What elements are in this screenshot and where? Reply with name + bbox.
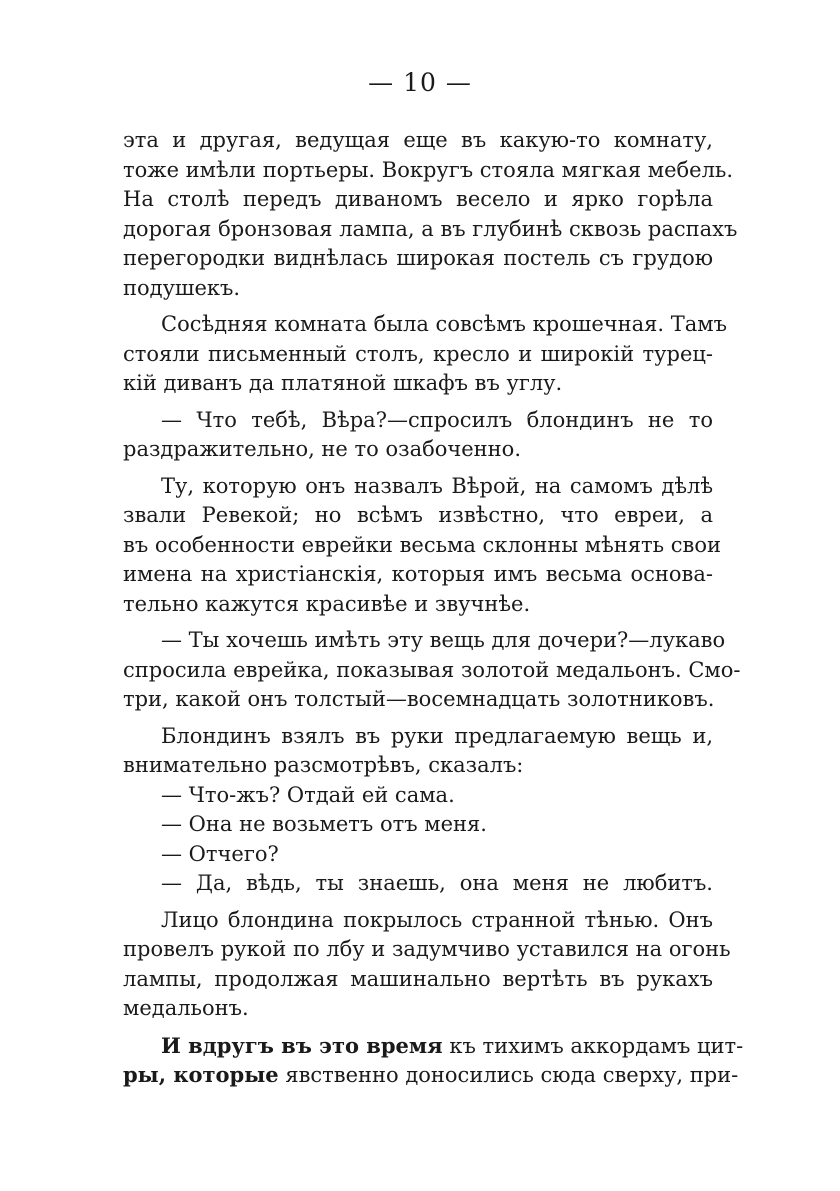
paragraph-gap <box>123 1024 713 1031</box>
text-line: въ особенности еврейки весьма склонны мѣнять свои <box>123 532 721 557</box>
bold-run: ры, которые <box>123 1062 279 1087</box>
paragraph-gap <box>123 619 713 626</box>
bold-run: И вдругъ въ это время <box>161 1032 443 1058</box>
text-line: Сосѣдняя комната была совсѣмъ крошечная. Тамъ <box>161 312 727 336</box>
text-line: Ту, которую онъ назвалъ Вѣрой, на самомъ дѣлѣ <box>161 473 713 498</box>
paragraph-gap <box>123 303 713 310</box>
text-line: Лицо блондина покрылось странной тѣнью. Онъ <box>161 907 713 932</box>
paragraph-gap <box>123 899 713 906</box>
text-line: раздражительно, не то озабоченно. <box>123 437 521 461</box>
text-line: тоже имѣли портьеры. Вокругъ стояла мягкая мебель. <box>123 157 734 182</box>
text-line: И вдругъ въ это время къ тихимъ аккордамъ цит- <box>161 1032 744 1058</box>
text-line: стояли письменный столъ, кресло и широкій турец- <box>123 341 713 366</box>
text-line: дорогая бронзовая лампа, а въ глубинѣ сквозь распахъ <box>123 216 738 241</box>
text-line: На столѣ передъ диваномъ весело и ярко горѣла <box>123 187 713 211</box>
text-line: подушекъ. <box>123 275 241 300</box>
text-line: звали Ревекой; но всѣмъ извѣстно, что евреи, а <box>123 503 713 527</box>
paragraph-gap <box>123 715 713 722</box>
text-line: — Да, вѣдь, ты знаешь, она меня не любитъ. <box>161 871 713 895</box>
text-line: лампы, продолжая машинально вертѣть въ рукахъ <box>123 966 713 991</box>
text-line: — Что-жъ? Отдай ей сама. <box>161 782 455 807</box>
text-line: — Ты хочешь имѣть эту вещь для дочери?—лукаво <box>161 628 726 652</box>
text-line: внимательно разсмотрѣвъ, сказалъ: <box>123 753 524 777</box>
text-line: провелъ рукой по лбу и задумчиво уставился на огонь <box>123 937 731 961</box>
paragraph-gap <box>123 399 713 406</box>
paragraph-gap <box>123 465 713 472</box>
text-line: Блондинъ взялъ въ руки предлагаемую вещь и, <box>161 723 713 748</box>
text-line: имена на христіанскія, которыя имъ весьма основа- <box>123 562 713 586</box>
page-number: — 10 — <box>368 68 472 97</box>
text-line: спросила еврейка, показывая золотой медальонъ. Смо- <box>123 657 741 682</box>
text-line: ры, которые явственно доносились сюда сверху, при- <box>123 1062 739 1087</box>
text-line: — Отчего? <box>161 841 279 866</box>
text-line: кій диванъ да платяной шкафъ въ углу. <box>123 371 563 395</box>
text-line: перегородки виднѣлась широкая постель съ грудою <box>123 246 713 270</box>
text-line: медальонъ. <box>123 996 249 1020</box>
text-line: три, какой онъ толстый—восемнадцать золотниковъ. <box>123 687 715 711</box>
text-line: тельно кажутся красивѣе и звучнѣе. <box>123 591 531 616</box>
body-text <box>123 126 744 1090</box>
text-line: — Она не возьметъ отъ меня. <box>161 812 487 836</box>
text-line: — Что тебѣ, Вѣра?—спросилъ блондинъ не то <box>161 407 713 432</box>
text-line: эта и другая, ведущая еще въ какую-то комнату, <box>123 128 713 152</box>
